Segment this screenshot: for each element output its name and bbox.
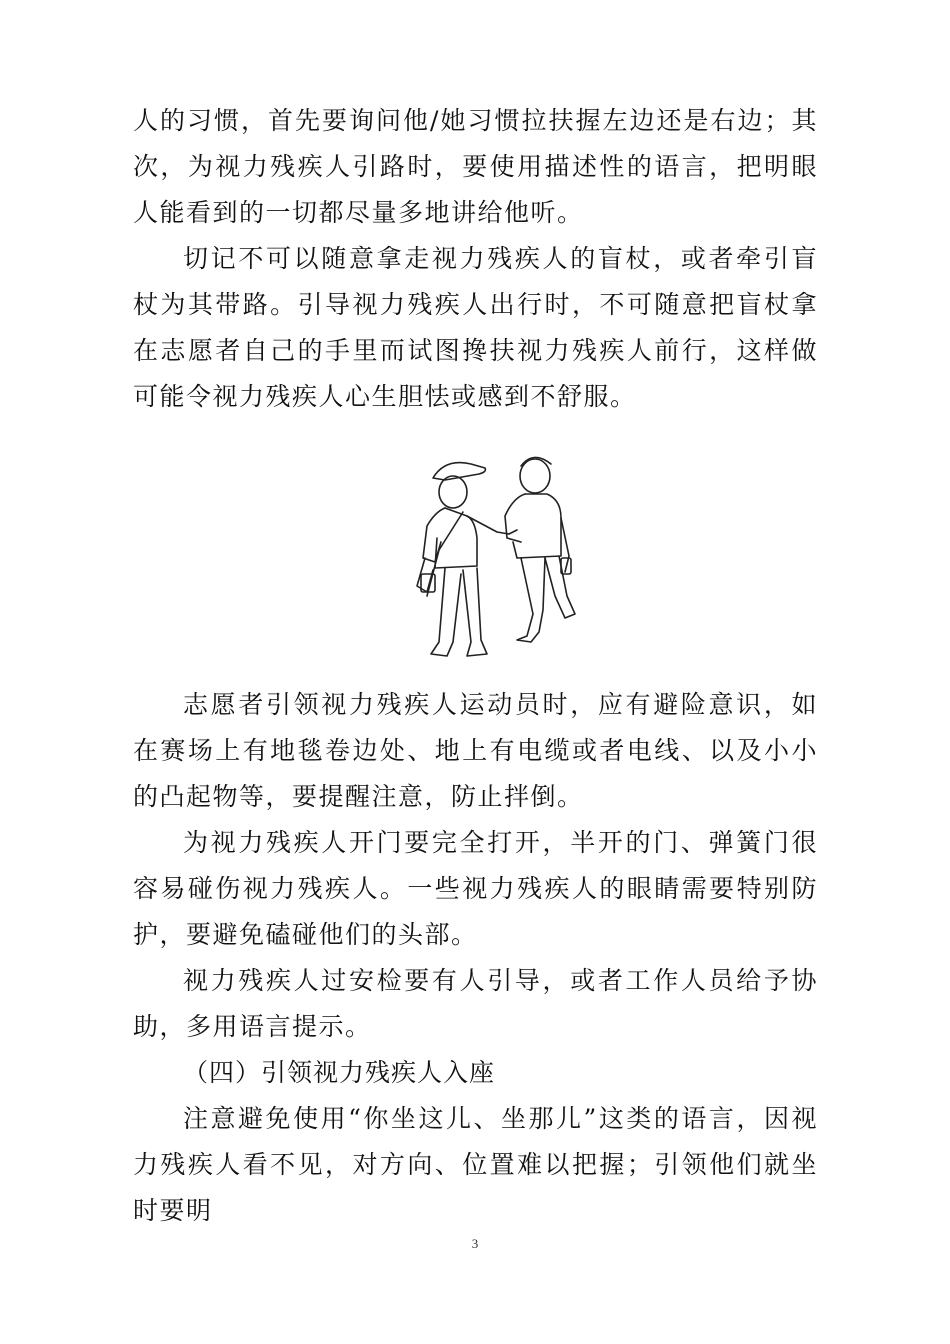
paragraph-3: 志愿者引领视力残疾人运动员时，应有避险意识，如在赛场上有地毯卷边处、地上有电缆或者电线、以及小小的凸起物等，要提醒注意，防止拌倒。 <box>133 690 818 811</box>
paragraph-5: 视力残疾人过安检要有人引导，或者工作人员给予协助，多用语言提示。 <box>133 966 818 1041</box>
section-heading: （四）引领视力残疾人入座 <box>183 1058 496 1087</box>
document-body <box>133 98 818 1234</box>
paragraph-6: 注意避免使用“你坐这儿、坐那儿”这类的语言，因视力残疾人看不见，对方向、位置难以把握；引领他们就坐时要明 <box>133 1104 818 1225</box>
paragraph-1: 人的习惯，首先要询问他/她习惯拉扶握左边还是右边；其次，为视力残疾人引路时，要使用描述性的语言，把明眼人能看到的一切都尽量多地讲给他听。 <box>133 106 818 227</box>
paragraph-2: 切记不可以随意拿走视力残疾人的盲杖，或者牵引盲杖为其带路。引导视力残疾人出行时，不可随意把盲杖拿在志愿者自己的手里而试图搀扶视力残疾人前行，这样做可能令视力残疾人心生胆怯或感到不舒服。 <box>133 244 818 411</box>
page-number: 3 <box>471 1236 479 1251</box>
guide-walking-illustration-icon <box>405 446 585 666</box>
illustration-figure <box>133 446 818 676</box>
paragraph-4: 为视力残疾人开门要完全打开，半开的门、弹簧门很容易碰伤视力残疾人。一些视力残疾人的眼睛需要特别防护，要避免磕碰他们的头部。 <box>133 828 818 949</box>
